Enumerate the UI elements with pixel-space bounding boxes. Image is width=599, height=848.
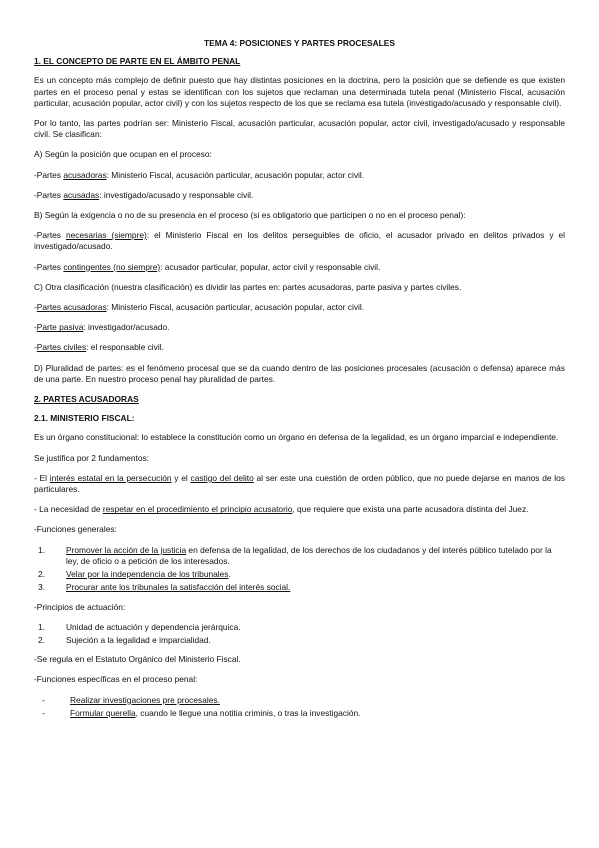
classification-a-item-2 [34,190,565,201]
text: -Partes [34,261,64,272]
classification-c-item-1 [34,302,565,313]
text: -Partes [34,169,64,180]
principles-list [34,622,565,646]
list-number: 3. [38,582,45,593]
text: : investigado/acusado y responsable civil. [99,189,254,200]
text: -Partes [34,230,66,241]
underlined-term: Formular querella [70,707,136,718]
foundation-1 [34,473,565,495]
underlined-term: Parte pasiva [36,322,84,333]
section-1-heading: 1. EL CONCEPTO DE PARTE EN EL ÁMBITO PENAL [34,56,241,67]
classification-b-item-2 [34,262,565,273]
list-item-text [66,569,565,580]
specific-functions-list [34,695,565,719]
list-item-text [66,582,565,593]
list-item-text [70,695,565,706]
text: - [34,302,37,313]
general-functions-heading: -Funciones generales: [34,524,117,535]
underlined-term: Realizar investigaciones pre procesales. [70,694,220,705]
classification-c-heading: C) Otra clasificación (nuestra clasificación) es dividir las partes en: partes acusadoras, parte pasiva y partes civiles. [34,281,462,292]
list-item [34,569,565,580]
text: . [228,569,231,580]
list-item-text: Unidad de actuación y dependencia jerárquica. [66,621,241,632]
text: -Partes [34,189,64,200]
list-number: 2. [38,569,45,580]
underlined-term: Promover la acción de la justicia [66,544,187,555]
list-item [34,708,565,719]
list-item [34,582,565,593]
text: - El [34,472,50,483]
foundation-2 [34,504,565,515]
text: : acusador particular, popular, actor civil y responsable civil. [160,261,381,272]
underlined-term: interés estatal en la persecución [49,472,172,483]
text: : Ministerio Fiscal, acusación particular, acusación popular, actor civil. [106,302,365,313]
list-number: 1. [38,544,45,555]
text: , que requiere que exista una parte acusadora distinta del Juez. [292,504,529,515]
text: : el responsable civil. [86,342,164,353]
text: : investigador/acusado. [83,322,170,333]
text: y el [171,472,191,483]
underlined-term: Partes civiles [36,342,87,353]
page-title: TEMA 4: POSICIONES Y PARTES PROCESALES [204,38,395,48]
underlined-term: Velar por la independencia de los tribunales [66,569,229,580]
paragraph-parties: Por lo tanto, las partes podrían ser: Ministerio Fiscal, acusación particular, acusación popular, actor civil, investigado/acusado y responsable civil. Se clasifican: [34,118,565,140]
underlined-term: castigo del delito [190,472,254,483]
text: : Ministerio Fiscal, acusación particular, acusación popular, actor civil. [106,169,365,180]
classification-b-heading: B) Según la exigencia o no de su presencia en el proceso (si es obligatorio que participen o no en el proceso penal): [34,210,466,221]
classification-d: D) Pluralidad de partes: es el fenómeno procesal que se da cuando dentro de las posiciones procesales (acusación o defensa) aparece más de una parte. En nuestro proceso penal hay pluralidad de partes. [34,362,565,384]
underlined-term: Procurar ante los tribunales la satisfacción del interés social. [66,582,291,593]
general-functions-list [34,545,565,594]
text: - [34,342,37,353]
text: en defensa de la legalidad, de los derechos de los ciudadanos y del interés público tutelado por la ley, de oficio o a petición de los interesados. [66,544,552,566]
underlined-term: respetar en el procedimiento el principio acusatorio [102,504,293,515]
underlined-term: Partes acusadoras [36,302,107,313]
classification-a-heading: A) Según la posición que ocupan en el proceso: [34,149,212,160]
subsection-2-1-heading: 2.1. MINISTERIO FISCAL: [34,413,135,424]
list-item-text [70,708,565,719]
list-item [34,695,565,706]
list-item-text [66,545,565,567]
text: - La necesidad de [34,504,103,515]
classification-c-item-2 [34,322,565,333]
classification-c-item-3 [34,342,565,353]
text: al ser este una cuestión de orden público, que no puede dejarse en manos de los particulares. [34,472,565,495]
text: : el Ministerio Fiscal en los delitos perseguibles de oficio, el acusador privado en delitos privados y el investigado/acusado. [34,230,565,252]
section-2-heading: 2. PARTES ACUSADORAS [34,394,139,405]
list-item-text: Sujeción a la legalidad e imparcialidad. [66,634,211,645]
underlined-term: contingentes (no siempre) [63,261,161,272]
underlined-term: acusadoras [63,169,107,180]
text: , cuando le llegue una notitia criminis, o tras la investigación. [135,707,361,718]
underlined-term: necesarias (siempre) [65,230,147,241]
list-number: 1. [38,621,45,632]
list-bullet: - [42,707,45,718]
list-bullet: - [42,694,45,705]
regulation-note: -Se regula en el Estatuto Orgánico del Ministerio Fiscal. [34,654,241,665]
classification-b-item-1 [34,230,565,252]
paragraph-justification: Se justifica por 2 fundamentos: [34,452,149,463]
list-item [34,545,565,567]
list-number: 2. [38,634,45,645]
paragraph-organ: Es un órgano constitucional: lo establece la constitución como un órgano en defensa de la legalidad, es un órgano imparcial e independiente. [34,432,559,443]
list-item [34,622,565,633]
text: - [34,322,37,333]
paragraph-concept: Es un concepto más complejo de definir puesto que hay distintas posiciones en la doctrina, pero la posición que se defiende es que existen partes en el proceso penal y estas se identifican con los sujetos que reclaman una determinada tutela penal (Ministerio Fiscal, acusación particular, acusación popular, actor civil) y con los sujetos respecto de los que se reclama esa tutela (investigado/acusado y responsable civil). [34,75,565,108]
classification-a-item-1 [34,170,565,181]
principles-heading: -Principios de actuación: [34,601,126,612]
underlined-term: acusadas [63,189,100,200]
specific-functions-heading: -Funciones específicas en el proceso penal: [34,674,198,685]
document-body [34,38,565,727]
list-item [34,635,565,646]
